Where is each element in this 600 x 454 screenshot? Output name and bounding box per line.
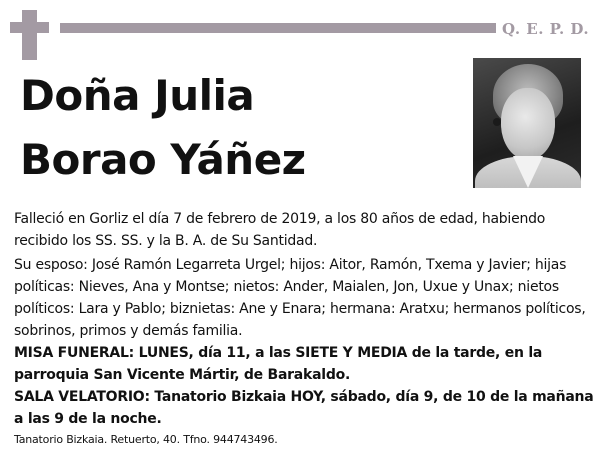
- qepd-label: Q. E. P. D.: [502, 20, 590, 38]
- header: [0, 0, 600, 60]
- death-notice-paragraph: Falleció en Gorliz el día 7 de febrero de 2019, a los 80 años de edad, habiendo recibido los SS. SS. y la B. A. de Su Santidad.: [14, 211, 546, 249]
- deceased-name-line1: Doña Julia: [20, 71, 255, 120]
- photo-earring: [493, 118, 501, 126]
- header-rule: [60, 23, 496, 33]
- cross-icon-horizontal: [10, 22, 49, 33]
- cross-icon-vertical: [22, 10, 37, 60]
- wake-room-paragraph: SALA VELATORIO: Tanatorio Bizkaia HOY, sábado, día 9, de 10 de la mañana a las 9 de la noche.: [14, 389, 594, 427]
- family-paragraph: Su esposo: José Ramón Legarreta Urgel; hijos: Aitor, Ramón, Txema y Javier; hijas políticas: Nieves, Ana y Montse; nietos: Ander, Maialen, Jon, Uxue y Unax; nietos políticos: Lara y Pablo; biznietas: Ane y Enara; hermana: Aratxu; hermanos políticos, sobrinos, primos y demás familia.: [14, 257, 586, 339]
- portrait-photo: [473, 58, 581, 188]
- photo-face: [501, 88, 555, 160]
- funeral-mass-paragraph: MISA FUNERAL: LUNES, día 11, a las SIETE Y MEDIA de la tarde, en la parroquia San Vicente Mártir, de Barakaldo.: [14, 345, 543, 383]
- deceased-name-line2: Borao Yáñez: [20, 135, 306, 184]
- footer-contact: Tanatorio Bizkaia. Retuerto, 40. Tfno. 944743496.: [14, 433, 278, 446]
